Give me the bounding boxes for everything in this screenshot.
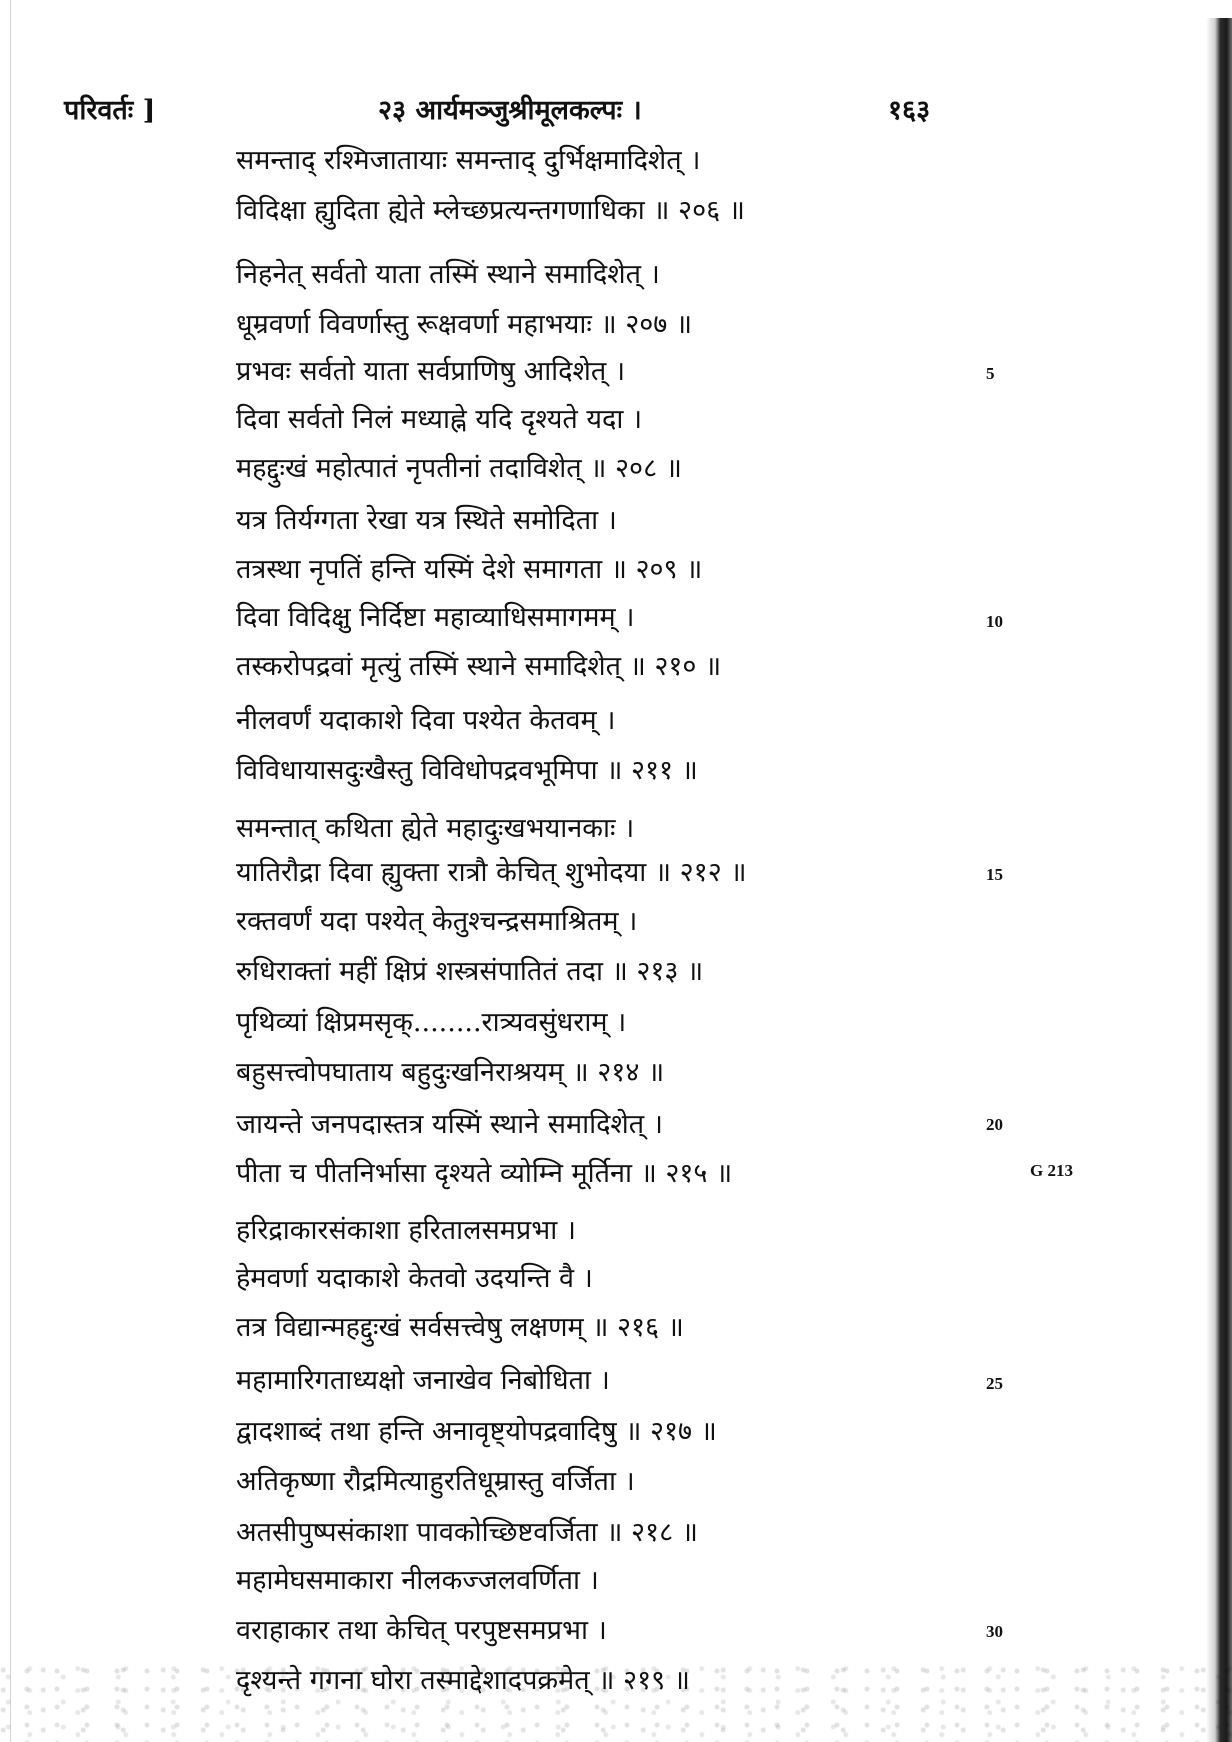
line-number: 25 [986,1374,1003,1393]
verse-line: द्वादशाब्दं तथा हन्ति अनावृष्ट्योपद्रवादिषु ॥ २१७ ॥ [236,1416,717,1447]
verse-line: रक्तवर्णं यदा पश्येत् केतुश्चन्द्रसमाश्रितम् । [236,906,638,937]
line-number: 30 [986,1622,1003,1641]
verse-line: वराहाकार तथा केचित् परपुष्टसमप्रभा । [236,1615,607,1646]
verse-line: रुधिराक्तां महीं क्षिप्रं शस्त्रसंपातितं तदा ॥ २१३ ॥ [236,956,704,987]
verse-line: समन्ताद् रश्मिजातायाः समन्ताद् दुर्भिक्षमादिशेत् । [236,145,701,176]
verse-line: अतसीपुष्पसंकाशा पावकोच्छिष्टवर्जिता ॥ २१८ ॥ [236,1517,698,1548]
chapter-label: परिवर्तः ] [64,95,156,126]
verse-line: तस्करोपद्रवां मृत्युं तस्मिं स्थाने समादिशेत् ॥ २१० ॥ [236,651,722,682]
verse-line: धूम्रवर्णा विवर्णास्तु रूक्षवर्णा महाभयाः ॥ २०७ ॥ [236,309,693,340]
page-binding-edge [1206,18,1232,1742]
running-title: २३ आर्यमञ्जुश्रीमूलकल्पः । [378,95,642,126]
verse-line: हरिद्राकारसंकाशा हरितालसमप्रभा । [236,1215,577,1246]
verse-line: दिवा सर्वतो निलं मध्याह्ने यदि दृश्यते यदा । [236,404,643,435]
verse-line: महामेघसमाकारा नीलकज्जलवर्णिता । [236,1565,599,1596]
verse-line: अतिकृष्णा रौद्रमित्याहुरतिधूम्रास्तु वर्जिता । [236,1466,635,1497]
verse-line: समन्तात् कथिता ह्येते महादुःखभयानकाः । [236,813,635,844]
verse-line: पीता च पीतनिर्भासा दृश्यते व्योम्नि मूर्तिना ॥ २१५ ॥ [236,1158,733,1189]
line-number: 20 [986,1115,1003,1134]
line-number: 15 [986,865,1003,884]
line-number: 10 [986,612,1003,631]
verse-line: दिवा विदिक्षु निर्दिष्टा महाव्याधिसमागमम् । [236,602,635,633]
verse-line: विदिक्षा ह्युदिता ह्येते म्लेच्छप्रत्यन्तगणाधिका ॥ २०६ ॥ [236,195,745,226]
verse-line: जायन्ते जनपदास्तत्र यस्मिं स्थाने समादिशेत् । [236,1109,663,1140]
edition-reference: G 213 [1030,1161,1073,1180]
verse-line: महद्दुःखं महोत्पातं नृपतीनां तदाविशेत् ॥ २०८ ॥ [236,453,682,484]
verse-line: बहुसत्त्वोपघाताय बहुदुःखनिराश्रयम् ॥ २१४ ॥ [236,1057,665,1088]
verse-line: यत्र तिर्यग्गता रेखा यत्र स्थिते समोदिता । [236,505,617,536]
verse-line: महामारिगताध्यक्षो जनाखेव निबोधिता । [236,1365,610,1396]
verse-line: प्रभवः सर्वतो याता सर्वप्राणिषु आदिशेत् । [236,356,626,387]
scan-artifact [0,1662,1232,1742]
verse-line: हेमवर्णा यदाकाशे केतवो उदयन्ति वै । [236,1263,593,1294]
verse-line: निहनेत् सर्वतो याता तस्मिं स्थाने समादिशेत् । [236,259,660,290]
verse-line: तत्र विद्यान्महद्दुःखं सर्वसत्त्वेषु लक्षणम् ॥ २१६ ॥ [236,1312,684,1343]
verse-line: नीलवर्णं यदाकाशे दिवा पश्येत केतवम् । [236,705,616,736]
page-number: १६३ [888,95,931,126]
page-header [0,90,1232,130]
verse-line: पृथिव्यां क्षिप्रमसृक्........रात्र्यवसुंधराम् । [236,1007,627,1038]
left-margin-rule [10,0,11,1742]
verse-line: विविधायासदुःखैस्तु विविधोपद्रवभूमिपा ॥ २११ ॥ [236,755,698,786]
verse-line: तत्रस्था नृपतिं हन्ति यस्मिं देशे समागता ॥ २०९ ॥ [236,554,703,585]
verse-line: दृश्यन्ते गगना घोरा तस्माद्देशादपक्रमेत् ॥ २१९ ॥ [236,1665,690,1696]
verse-line: यातिरौद्रा दिवा ह्युक्ता रात्रौ केचित् शुभोदया ॥ २१२ ॥ [236,857,747,888]
line-number: 5 [986,364,995,383]
